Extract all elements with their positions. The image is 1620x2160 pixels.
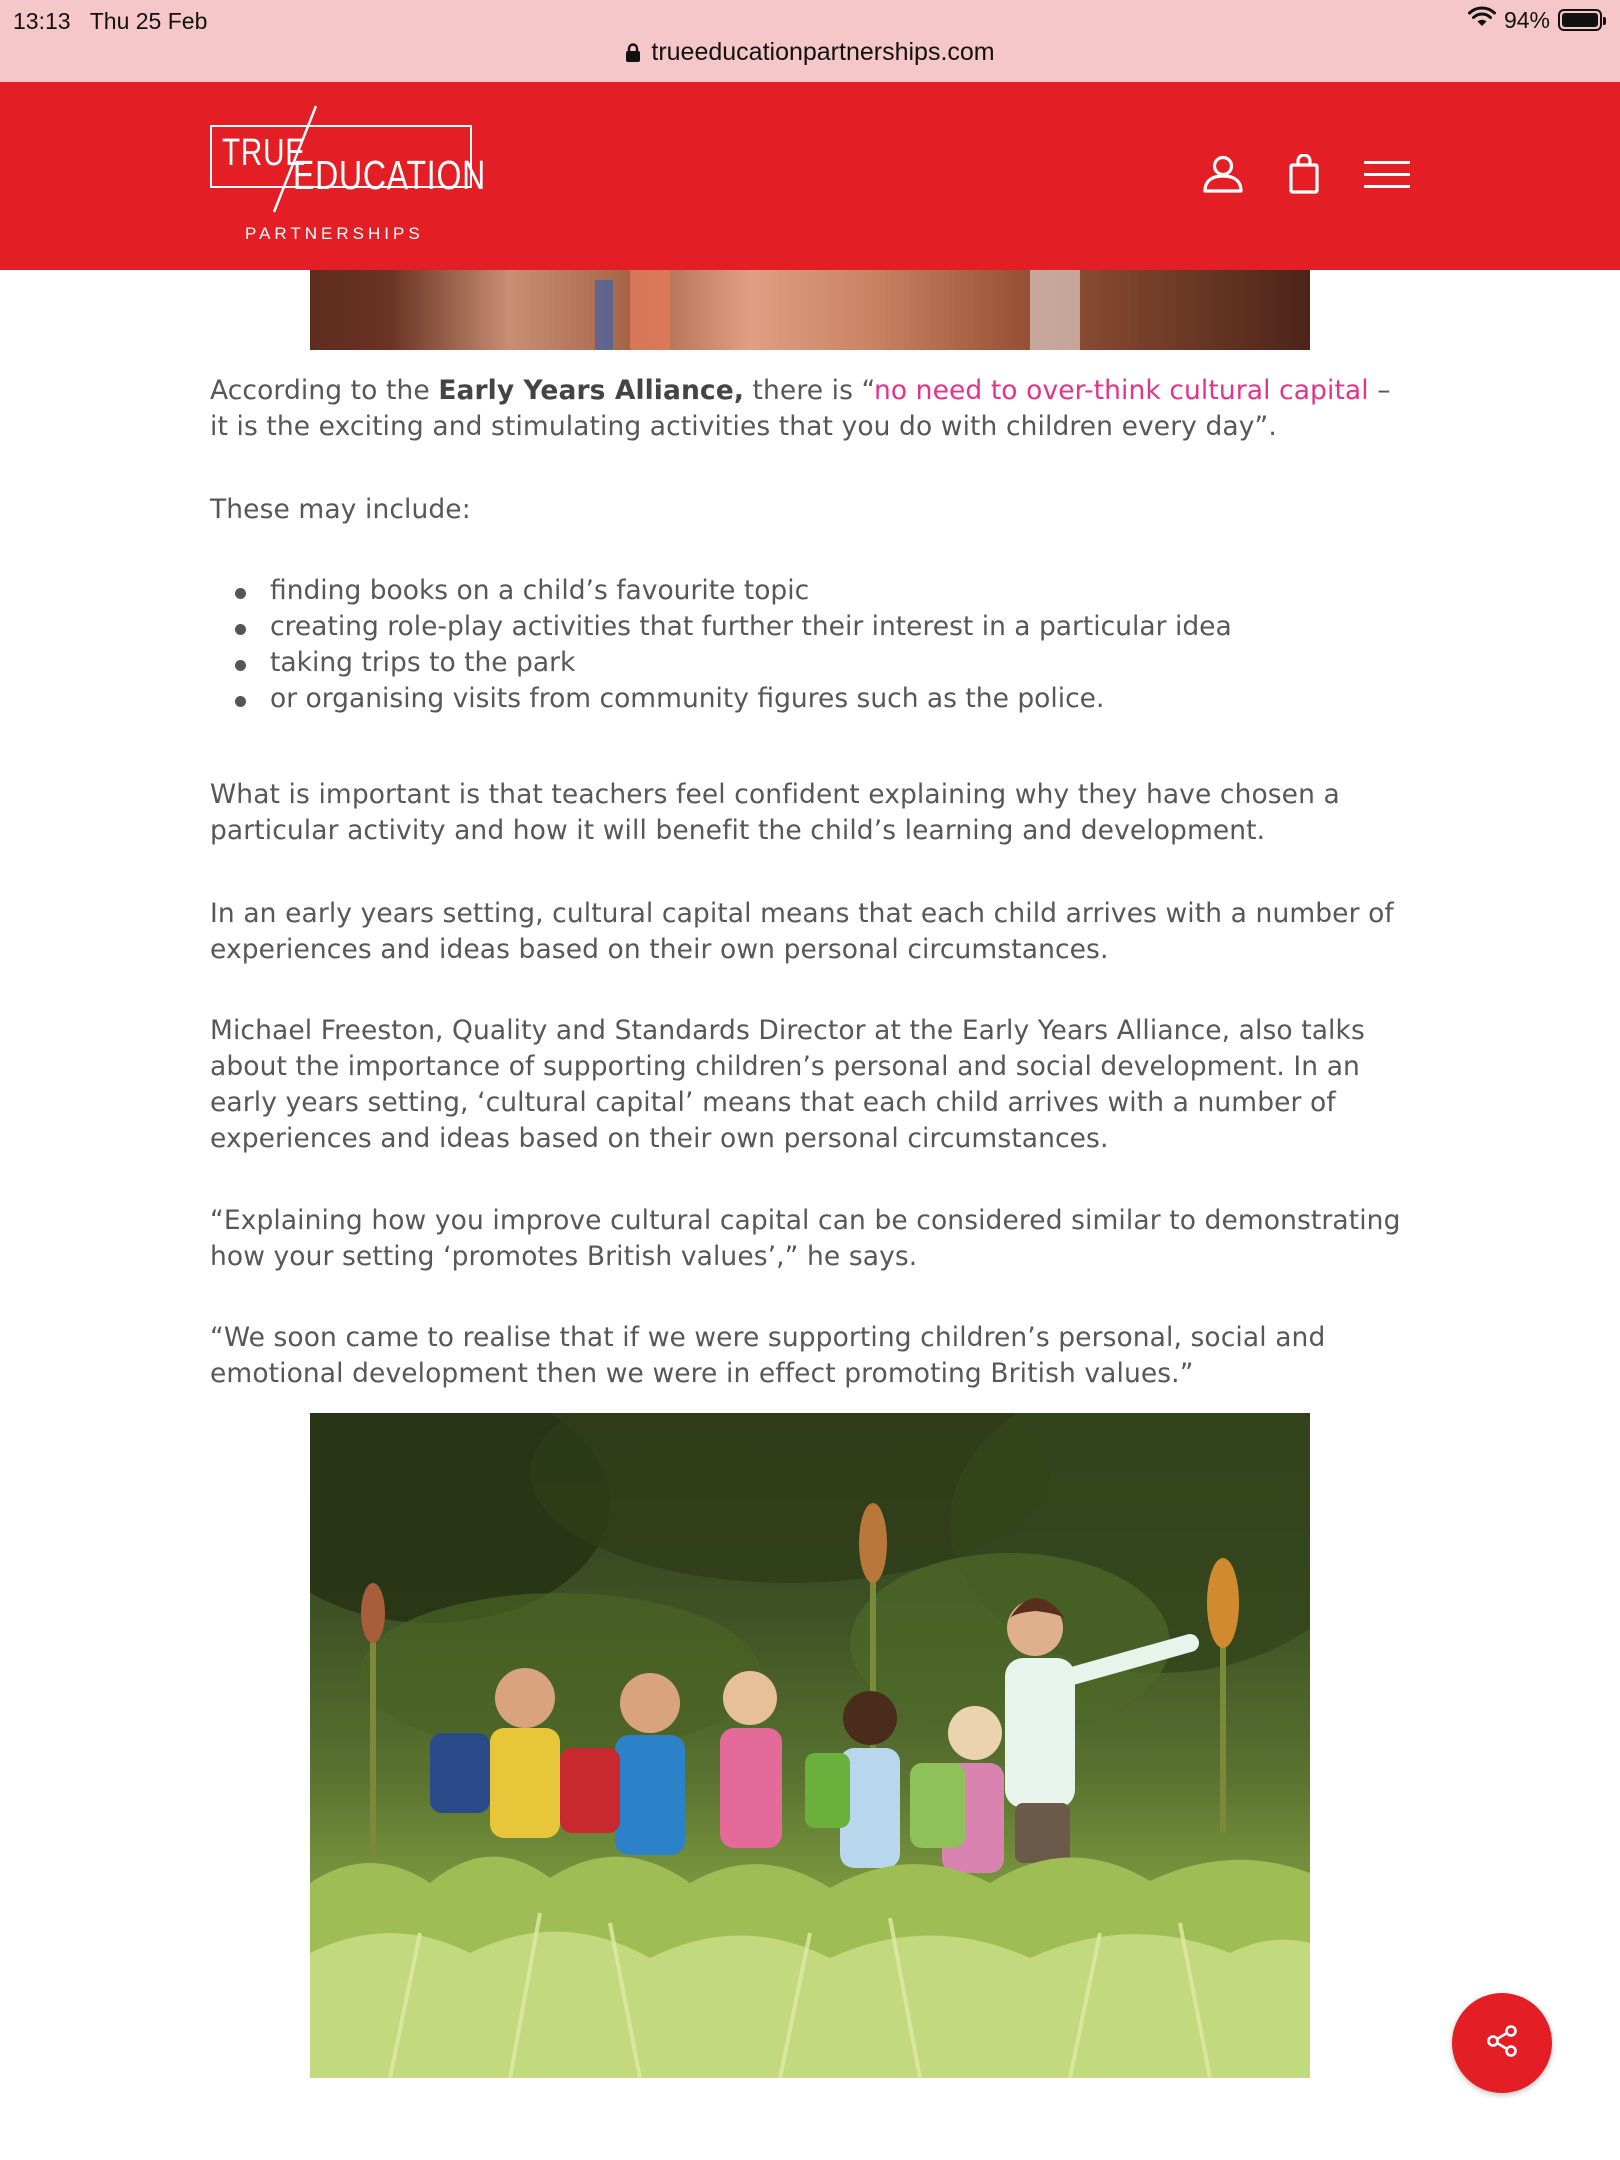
lock-icon	[625, 41, 641, 70]
article-top-image	[310, 270, 1310, 350]
share-icon	[1485, 2024, 1519, 2062]
account-icon[interactable]	[1202, 155, 1244, 197]
logo-word-education: EDUCATION	[293, 152, 486, 198]
children-nature-walk-photo	[310, 1413, 1310, 2078]
article-paragraph-1-wrap	[210, 373, 1410, 445]
early-years-alliance-bold: Early Years Alliance,	[438, 375, 744, 406]
list-item: finding books on a child’s favourite topic	[210, 573, 1410, 609]
article-paragraph-3-wrap	[210, 777, 1410, 849]
site-header	[0, 82, 1620, 270]
site-logo[interactable]	[210, 104, 485, 254]
header-actions	[1202, 154, 1410, 198]
address-bar[interactable]	[0, 38, 1620, 70]
article-paragraph-4-wrap	[210, 896, 1410, 968]
article-paragraph-2: These may include:	[210, 494, 471, 525]
status-right	[1468, 6, 1602, 34]
logo-word-true: TRUE	[222, 132, 306, 174]
wifi-icon	[1468, 6, 1496, 34]
activities-list-wrap	[210, 573, 1410, 717]
status-time	[13, 8, 207, 35]
article-paragraph-6-wrap	[210, 1203, 1410, 1275]
logo-word-partnerships: PARTNERSHIPS	[245, 224, 424, 243]
status-bar	[0, 0, 1620, 82]
activities-list	[210, 573, 1410, 717]
article-paragraph-7-wrap	[210, 1320, 1410, 1392]
article-paragraph-7: “We soon came to realise that if we were supporting children’s personal, social and emotional development then we were in effect promoting British values.”	[210, 1322, 1326, 1389]
article-paragraph-1: According to the Early Years Alliance, there is “no need to over-think cultural capital – it is the exciting and stimulating activities that you do with children every day”.	[210, 375, 1391, 442]
article-paragraph-5: Michael Freeston, Quality and Standards Director at the Early Years Alliance, also talks about the importance of supporting children’s personal and social development. In an early years setting, ‘cultural capital’ means that each child arrives with a number of experiences and ideas based on their own personal circumstances.	[210, 1015, 1365, 1154]
share-button[interactable]	[1452, 1993, 1552, 2093]
url-text: trueeducationpartnerships.com	[651, 38, 995, 66]
article-paragraph-2-wrap	[210, 492, 1410, 528]
battery-icon	[1558, 9, 1602, 31]
cultural-capital-link[interactable]: no need to over-think cultural capital	[873, 375, 1369, 406]
clock: 13:13	[13, 8, 71, 34]
battery-percent: 94%	[1503, 6, 1550, 33]
list-item: creating role-play activities that further their interest in a particular idea	[210, 609, 1410, 645]
article-paragraph-3: What is important is that teachers feel confident explaining why they have chosen a particular activity and how it will benefit the child’s learning and development.	[210, 779, 1340, 846]
article-paragraph-4: In an early years setting, cultural capital means that each child arrives with a number of experiences and ideas based on their own personal circumstances.	[210, 898, 1394, 965]
menu-icon[interactable]	[1364, 158, 1410, 194]
list-item: taking trips to the park	[210, 645, 1410, 681]
article-paragraph-6: “Explaining how you improve cultural capital can be considered similar to demonstrating how your setting ‘promotes British values’,” he says.	[210, 1205, 1401, 1272]
date: Thu 25 Feb	[89, 8, 208, 34]
list-item: or organising visits from community figures such as the police.	[210, 681, 1410, 717]
article-paragraph-5-wrap	[210, 1013, 1410, 1157]
shopping-bag-icon[interactable]	[1288, 154, 1320, 198]
